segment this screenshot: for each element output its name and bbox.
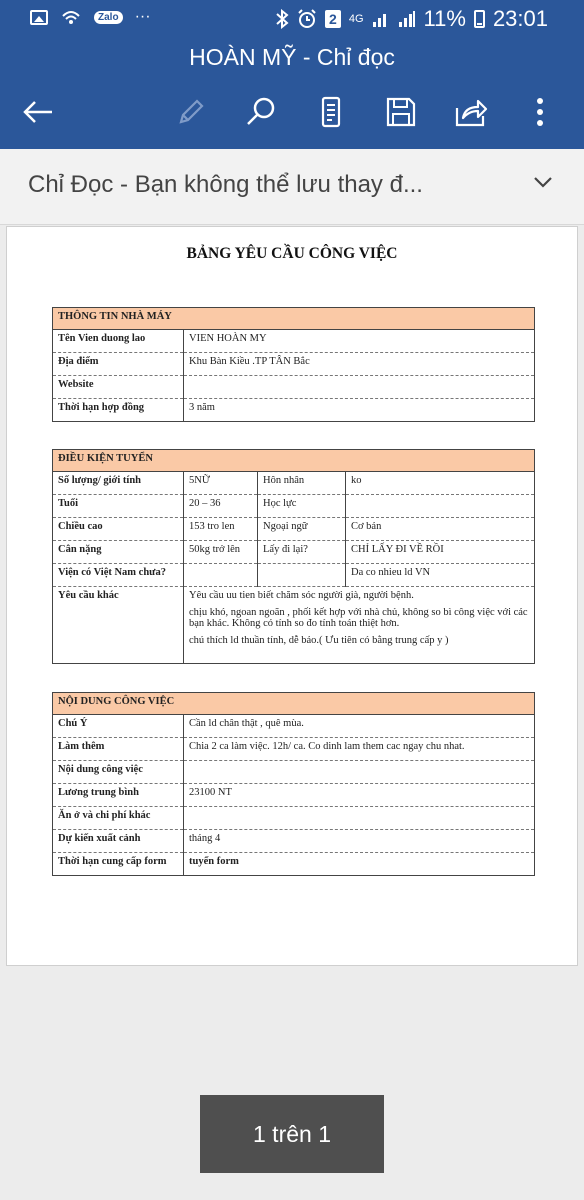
row-value [184,564,258,587]
row-label: Chú Ý [53,715,184,738]
table-row [53,330,535,353]
row-label-2: Lấy đi lại? [258,541,346,564]
row-value: VIEN HOÀN MY [184,330,535,353]
table-row [53,541,535,564]
back-arrow-icon [22,99,54,125]
row-value: tháng 4 [184,830,535,853]
row-label: Tên Vien duong lao [53,330,184,353]
share-icon [454,96,488,128]
search-button[interactable] [239,90,283,134]
table-row [53,807,535,830]
signal-icon [372,10,390,28]
alarm-icon [297,9,317,29]
more-vertical-icon [535,96,545,128]
row-value: 23100 NT [184,784,535,807]
row-value: 3 năm [184,399,535,422]
table-row [53,564,535,587]
row-value-2 [346,495,535,518]
row-value: tuyển form [184,853,535,876]
page-indicator: 1 trên 1 [200,1095,384,1173]
row-label: Địa điểm [53,353,184,376]
battery-icon [474,10,485,28]
save-button[interactable] [379,90,423,134]
row-value [184,807,535,830]
row-value: Cần ld chân thật , quê mùa. [184,715,535,738]
row-label: Yêu cầu khác [53,587,184,664]
factory-info-table [52,307,535,422]
pencil-icon [175,96,207,128]
row-label: Chiều cao [53,518,184,541]
gallery-icon [30,10,48,25]
requirement-paragraph: chú thích ld thuần tính, dễ bảo.( Ưu tiên có bằng trung cấp y ) [189,635,449,646]
document-icon [318,96,344,128]
row-label: Làm thêm [53,738,184,761]
status-bar-left [30,8,151,26]
section-header: THÔNG TIN NHÀ MÁY [53,308,535,330]
row-label: Cân nặng [53,541,184,564]
row-label: Website [53,376,184,399]
save-icon [385,96,417,128]
toolbar [0,90,584,134]
row-value-2: CHỈ LẤY ĐI VỀ RỒI [346,541,535,564]
wifi-calling-icon [60,8,82,26]
document-page [6,226,578,966]
bluetooth-icon [275,9,289,29]
table-row [53,853,535,876]
row-label: Tuổi [53,495,184,518]
table-row [53,761,535,784]
table-row [53,784,535,807]
table-row [53,715,535,738]
row-value [184,376,535,399]
table-row [53,495,535,518]
row-label-2: Ngoại ngữ [258,518,346,541]
section-header: NỘI DUNG CÔNG VIỆC [53,693,535,715]
section-header: ĐIỀU KIỆN TUYỂN [53,450,535,472]
table-row [53,830,535,853]
row-value: Chia 2 ca làm việc. 12h/ ca. Co dinh lam them cac ngay chu nhat. [184,738,535,761]
status-bar [0,0,584,40]
row-value: 5NỮ [184,472,258,495]
row-label-2: Học lực [258,495,346,518]
recruitment-conditions-table [52,449,535,664]
row-label: Viện có Việt Nam chưa? [53,564,184,587]
row-value: 153 tro len [184,518,258,541]
requirement-paragraph: chịu khó, ngoan ngoãn , phối kết hợp với nhà chủ, không so bì công việc với các bạn khác. Không có tính so đo tính toán thiệt hơn. [189,607,528,629]
document-title: BẢNG YÊU CẦU CÔNG VIỆC [186,245,398,262]
row-label: Nội dung công việc [53,761,184,784]
row-label: Số lượng/ giới tính [53,472,184,495]
edit-button[interactable] [169,90,213,134]
table-row [53,587,535,664]
row-value: 20 – 36 [184,495,258,518]
row-label: Lương trung bình [53,784,184,807]
row-value-2: Cơ bản [346,518,535,541]
zalo-icon: Zalo [94,11,123,24]
app-title: HOÀN MỸ - Chỉ đọc [189,44,395,70]
signal-icon-2 [398,10,416,28]
status-bar-right [275,6,548,32]
row-label: Thời hạn cung cấp form [53,853,184,876]
battery-percent: 11% [423,6,466,31]
table-row [53,738,535,761]
table-row [53,472,535,495]
read-only-banner-text: Chỉ Đọc - Bạn không thể lưu thay đ... [28,171,423,198]
row-value-2: ko [346,472,535,495]
network-type: 4G [348,13,364,25]
chevron-down-icon[interactable] [532,171,554,193]
row-label: Thời hạn hợp đồng [53,399,184,422]
clock: 23:01 [492,6,548,31]
app-header [0,0,584,149]
row-label: Dự kiến xuất cảnh [53,830,184,853]
table-row [53,518,535,541]
row-label-2 [258,564,346,587]
job-content-table [52,692,535,876]
row-label: Ăn ở và chi phí khác [53,807,184,830]
row-label-2: Hôn nhân [258,472,346,495]
row-value: 50kg trở lên [184,541,258,564]
more-options-button[interactable] [518,90,562,134]
search-icon [245,96,277,128]
read-only-banner[interactable] [0,149,584,225]
reading-view-button[interactable] [309,90,353,134]
table-row [53,353,535,376]
back-button[interactable] [16,90,60,134]
row-value [184,761,535,784]
sim-badge: 2 [325,10,341,28]
share-button[interactable] [449,90,493,134]
other-requirements [184,587,535,664]
table-row [53,399,535,422]
requirement-paragraph: Yêu cầu uu tien biết chăm sóc người già, người bệnh. [189,590,414,601]
row-value: Khu Bàn Kiều .TP TÂN Bắc [184,353,535,376]
table-row [53,376,535,399]
more-notifications-icon: ··· [134,8,151,25]
row-value-2: Da co nhieu ld VN [346,564,535,587]
